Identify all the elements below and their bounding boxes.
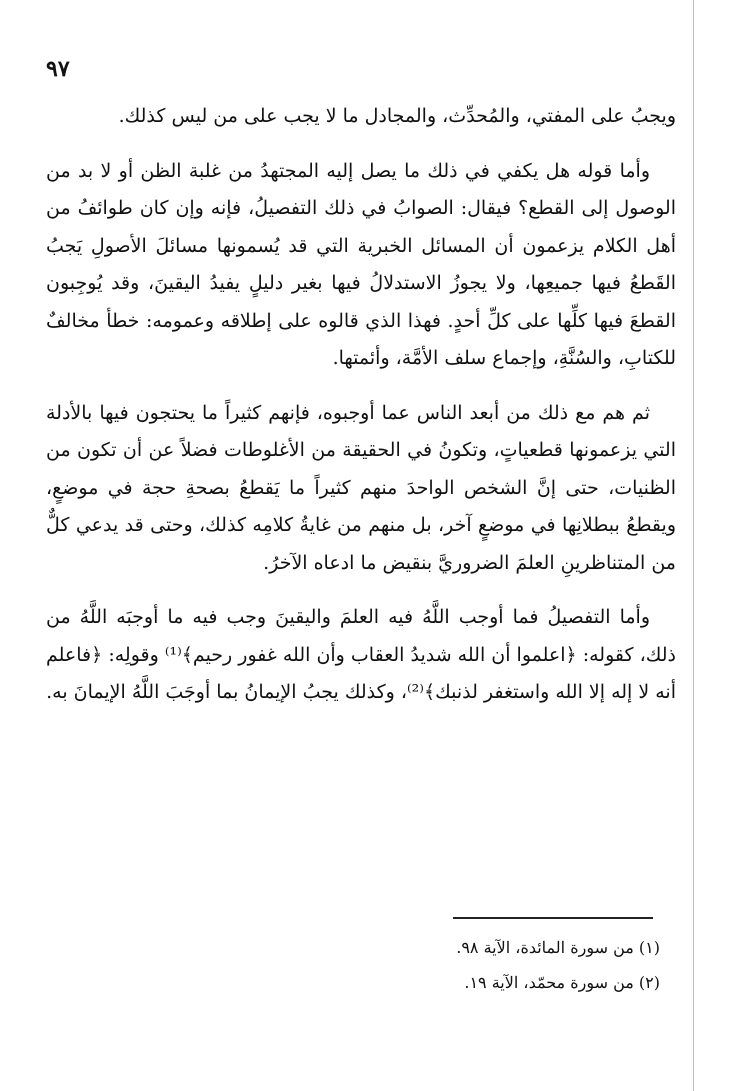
footnote-1: (١) من سورة المائدة، الآية ٩٨.: [456, 938, 660, 957]
body-text: [46, 98, 676, 712]
footnote-2: (٢) من سورة محمّد، الآية ١٩.: [464, 973, 660, 992]
paragraph-2: وأما قوله هل يكفي في ذلك ما يصل إليه المجتهدُ من غلبة الظن أو لا بد من الوصول إلى القطع؟ فيقال: الصوابُ في ذلك التفصيلُ، فإنه وإن كان طوائفُ من أهل الكلام يزعمون أن المسائل الخبرية التي قد يُسمونها مسائلَ الأصولِ يَجبُ القَطعُ فيها جميعِها، ولا يجوزُ الاستدلالُ فيها بغير دليلٍ يفيدُ اليقينَ، وقد يُوجِبون القطعَ فيها كلِّها على كلِّ أحدٍ. فهذا الذي قالوه على إطلاقه وعمومه: خطأ مخالفٌ للكتابِ، والسُنَّةِ، وإجماع سلف الأمَّة، وأئمتها.: [46, 159, 676, 369]
footnote-separator: [453, 917, 653, 919]
page-number: ٩٧: [46, 56, 70, 82]
paragraph-4: وأما التفصيلُ فما أوجب اللَّهُ فيه العلمَ واليقينَ وجب فيه ما أوجبَه اللَّهُ من ذلك، كقوله: ﴿اعلموا أن الله شديدُ العقاب وأن الله غفور رحيم﴾⁽¹⁾ وقولِه: ﴿فاعلم أنه لا إله إلا الله واستغفر لذنبك﴾⁽²⁾، وكذلك يجبُ الإيمانُ بما أوجَبَ اللَّهُ الإيمانَ به.: [46, 606, 676, 703]
paragraph-1: ويجبُ على المفتي، والمُحدِّث، والمجادل ما لا يجب على من ليس كذلك.: [118, 105, 676, 127]
page-edge-line: [693, 0, 694, 1091]
footnotes: [46, 930, 676, 1000]
paragraph-3: ثم هم مع ذلك من أبعد الناس عما أوجبوه، فإنهم كثيراً ما يحتجون فيها بالأدلة التي يزعمونها قطعياتٍ، وتكونُ في الحقيقة من الأغلوطات فضلاً عن أن تكون من الظنيات، حتى إنَّ الشخص الواحدَ منهم كثيراً ما يَقطعُ بصحةِ حجة في موضعٍ، ويقطعُ ببطلانِها في موضعٍ آخر، بل منهم من غايةُ كلامِه كذلك، وحتى قد يدعي كلٌّ من المتناظرينِ العلمَ الضروريَّ بنقيض ما ادعاه الآخرُ.: [46, 401, 676, 574]
